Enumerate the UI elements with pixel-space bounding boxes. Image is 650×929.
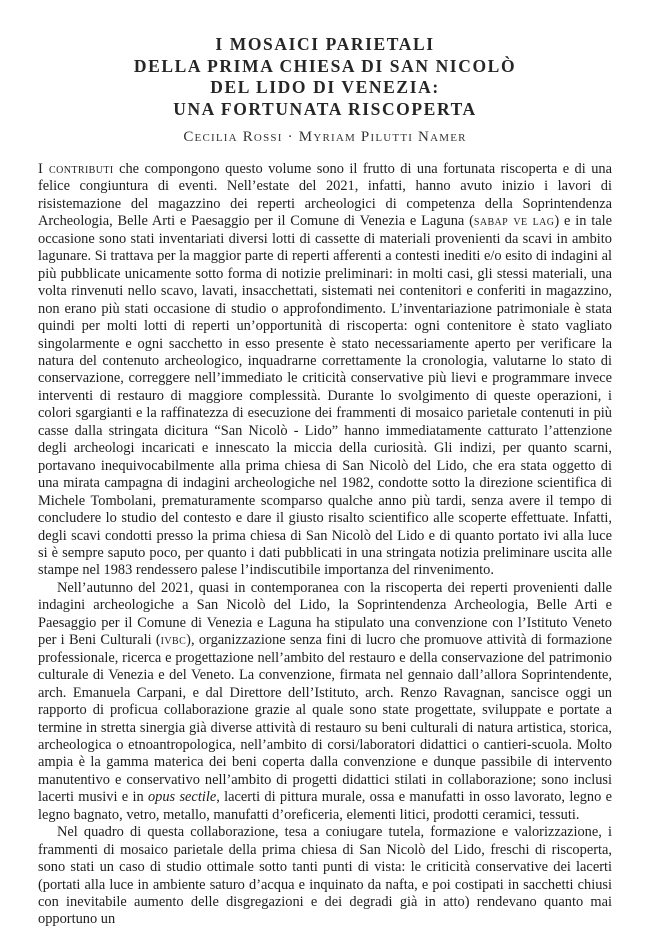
author-separator: · — [287, 129, 294, 145]
paragraph-1-text-b: ) e in tale occasione sono stati inventariati diversi lotti di cassette di materiali provenienti da scavi in ambito lagunare. Si trattava per la maggior parte di reperti afferenti a contesti inediti e/o esito di indagini al più pubblicate unicamente sotto forma di notizie preliminari: in molti casi, gli stessi materiali, una volta rinvenuti nello scavo, lavati, insacchettati, sistemati nei contenitori e conferiti in magazzino, non erano più stati occasione di studio o approfondimento. L’inventariazione patrimoniale è stata quindi per molti lotti di reperti un’opportunità di riscoperta: ogni contenitore è stato vagliato singolarmente e ogni sacchetto in esso presente è stato necessariamente aperto per verificare la natura del contenuto archeologico, inquadrarne correttamente la cronologia, valutarne lo stato di conservazione, correggere nell’immediato le criticità conservative più lievi e programmare invece interventi di restauro di maggiore complessità. Durante lo svolgimento di queste operazioni, i colori sgargianti e la raffinatezza di esecuzione dei frammenti di mosaico parietale contenuti in più casse dalla stringata dicitura “San Nicolò - Lido” hanno immediatamente catturato l’attenzione degli archeologi incaricati e innescato la miccia della curiosità. Gli indizi, per quanto scarni, portavano inequivocabilmente alla prima chiesa di San Nicolò del Lido, che era stata oggetto di una mirata campagna di indagini archeologiche nel 1982, condotte sotto la direzione scientifica di Michele Tombolani, prematuramente scomparso qualche anno più tardi, senza avere il tempo di concludere lo studio del contesto e dare il giusto risalto scientifico alle scoperte effettuate. Infatti, degli scavi condotti presso la prima chiesa di San Nicolò del Lido e di quanto portato ivi alla luce si è sempre saputo poco, per quanto i dati pubblicati in una stringata notizia preliminare uscita alle stampe nel 1983 rendessero palese l’indiscutibile importanza del rinvenimento. — [38, 213, 612, 579]
page — [38, 34, 612, 929]
author-line — [38, 127, 612, 147]
paragraph-2-text-c: , lacerti di pittura murale, ossa e manufatti in osso lavorato, legno e legno bagnato, vetro, metallo, manufatti d’oreficeria, elementi litici, prodotti ceramici, tessuti. — [38, 789, 612, 823]
paragraph-3 — [38, 824, 612, 929]
paragraph-3-text: Nel quadro di questa collaborazione, tesa a coniugare tutela, formazione e valorizzazione, i frammenti di mosaico parietale della prima chiesa di San Nicolò del Lido, freschi di riscoperta, sono stati un caso di studio ottimale sotto tanti punti di vista: le criticità conservative dei lacerti (portati alla luce in ambiente saturo d’acqua e inquinato da nafta, e poi costipati in sacchetti chiusi con inevitabile aumento delle disgregazioni e dei degradi già in atto) rendevano quanto mai opportuno un — [38, 824, 612, 928]
author-2: Myriam Pilutti Namer — [298, 129, 467, 145]
paragraph-2-text-a: Nell’autunno del 2021, quasi in contemporanea con la riscoperta dei reperti provenienti dalle indagini archeologiche a San Nicolò del Lido, la Soprintendenza Archeologia, Belle Arti e Paesaggio per il Comune di Venezia e Laguna ha stipulato una convenzione con l’Istituto Veneto per i Beni Culturali ( — [38, 579, 612, 649]
title-line-1: I MOSAICI PARIETALI — [215, 34, 435, 54]
author-1: Cecilia Rossi — [183, 129, 283, 145]
paragraph-2 — [38, 580, 612, 824]
paragraph-1-text-a: che compongono questo volume sono il frutto di una fortunata riscoperta e di una felice congiuntura di eventi. Nell’estate del 2021, infatti, hanno avuto inizio i lavori di risistemazione del magazzino dei reperti archeologici di competenza della Soprintendenza Archeologia, Belle Arti e Paesaggio per il Comune di Venezia e Laguna ( — [38, 161, 612, 230]
article-body — [38, 161, 612, 929]
lead-in-small-caps: I contributi — [38, 161, 114, 177]
title-line-2: DELLA PRIMA CHIESA DI SAN NICOLÒ — [133, 55, 517, 76]
paragraph-2-text-b: ), organizzazione senza fini di lucro che promuove attività di formazione professionale, ricerca e progettazione nell’ambito del restauro e della conservazione del patrimonio culturale di Venezia e del Veneto. La convenzione, firmata nel gennaio dall’allora Soprintendente, arch. Emanuela Carpani, e dal Direttore dell’Istituto, arch. Renzo Ravagnan, sancisce oggi un rapporto di proficua collaborazione grazie al quale sono state progettate, sviluppate e portate a termine in stretta sinergia già diverse attività di restauro su beni culturali di natura artistica, storica, archeologica o etnoantropologica, nell’ambito di corsi/laboratori didattici o cantieri-scuola. Molto ampia è la gamma materica dei beni coperta dalla convenzione e dunque passibile di intervento manutentivo e conservativo nell’ambito di progetti didattici stilati in collaborazione; sono inclusi lacerti musivi e in — [38, 632, 612, 806]
title-line-3: DEL LIDO DI VENEZIA: — [210, 77, 440, 97]
article-title — [38, 34, 612, 120]
paragraph-1 — [38, 161, 612, 580]
abbreviation-ivbc: ivbc — [160, 632, 187, 649]
abbreviation-sabap: sabap ve lag — [473, 213, 555, 230]
title-line-4: UNA FORTUNATA RISCOPERTA — [173, 98, 477, 119]
italic-opus-sectile: opus sectile — [147, 789, 217, 806]
